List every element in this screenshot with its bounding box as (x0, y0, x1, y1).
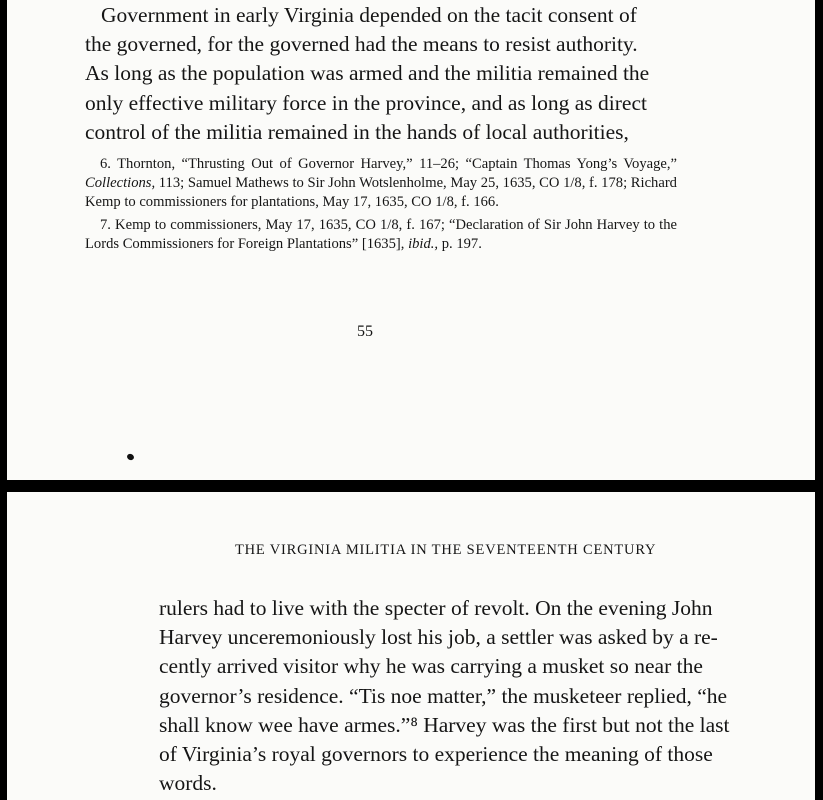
footnote-italic: Collections, (85, 175, 156, 192)
top-page (7, 0, 815, 480)
footnote-text: 113; Samuel Mathews to Sir John Wotslenholme, May 25, 1635, CO 1/8, f. 178; Richard Kemp to commissioners for plantations, May 17, 1635, CO 1/8, f. 166. (85, 175, 677, 211)
body-line: words. (159, 771, 217, 796)
body-line: cently arrived visitor why he was carrying a musket so near the (159, 654, 703, 679)
footnote-italic: ibid., (408, 235, 439, 252)
body-line: shall know wee have armes.”⁸ Harvey was the first but not the last (159, 712, 730, 737)
footnote-text: Kemp to commissioners, May 17, 1635, CO 1/8, f. 167; “Declaration of Sir John Harvey to the Lords Commissioners for Foreign Plantations” [1635], (85, 216, 677, 252)
bottom-page (7, 492, 815, 800)
body-line: Government in early Virginia depended on the tacit consent of (101, 3, 637, 27)
ink-speck (126, 453, 135, 461)
bottom-page-body (159, 594, 769, 798)
body-line: rulers had to live with the specter of revolt. On the evening John (159, 596, 713, 620)
body-line: the governed, for the governed had the means to resist authority. (85, 32, 638, 57)
top-page-body (85, 1, 677, 147)
page-number: 55 (357, 323, 373, 340)
body-line: governor’s residence. “Tis noe matter,” the musketeer replied, “he (159, 683, 728, 708)
footnotes (85, 155, 677, 257)
footnote-number: 6. (100, 156, 111, 172)
body-line: Harvey unceremoniously lost his job, a settler was asked by a re- (159, 625, 718, 650)
footnote-6 (85, 155, 677, 213)
footnote-7 (85, 216, 677, 254)
footnote-text: p. 197. (441, 235, 482, 252)
body-line: only effective military force in the province, and as long as direct (85, 90, 647, 115)
running-head: THE VIRGINIA MILITIA IN THE SEVENTEENTH CENTURY (235, 542, 657, 558)
footnote-number: 7. (100, 216, 111, 233)
body-line: As long as the population was armed and the militia remained the (85, 61, 650, 86)
body-line: control of the militia remained in the hands of local authorities, (85, 119, 629, 144)
body-line: of Virginia’s royal governors to experience the meaning of those (159, 742, 713, 767)
footnote-text: Thornton, “Thrusting Out of Governor Harvey,” 11–26; “Captain Thomas Yong’s Voyage,” (117, 156, 677, 172)
